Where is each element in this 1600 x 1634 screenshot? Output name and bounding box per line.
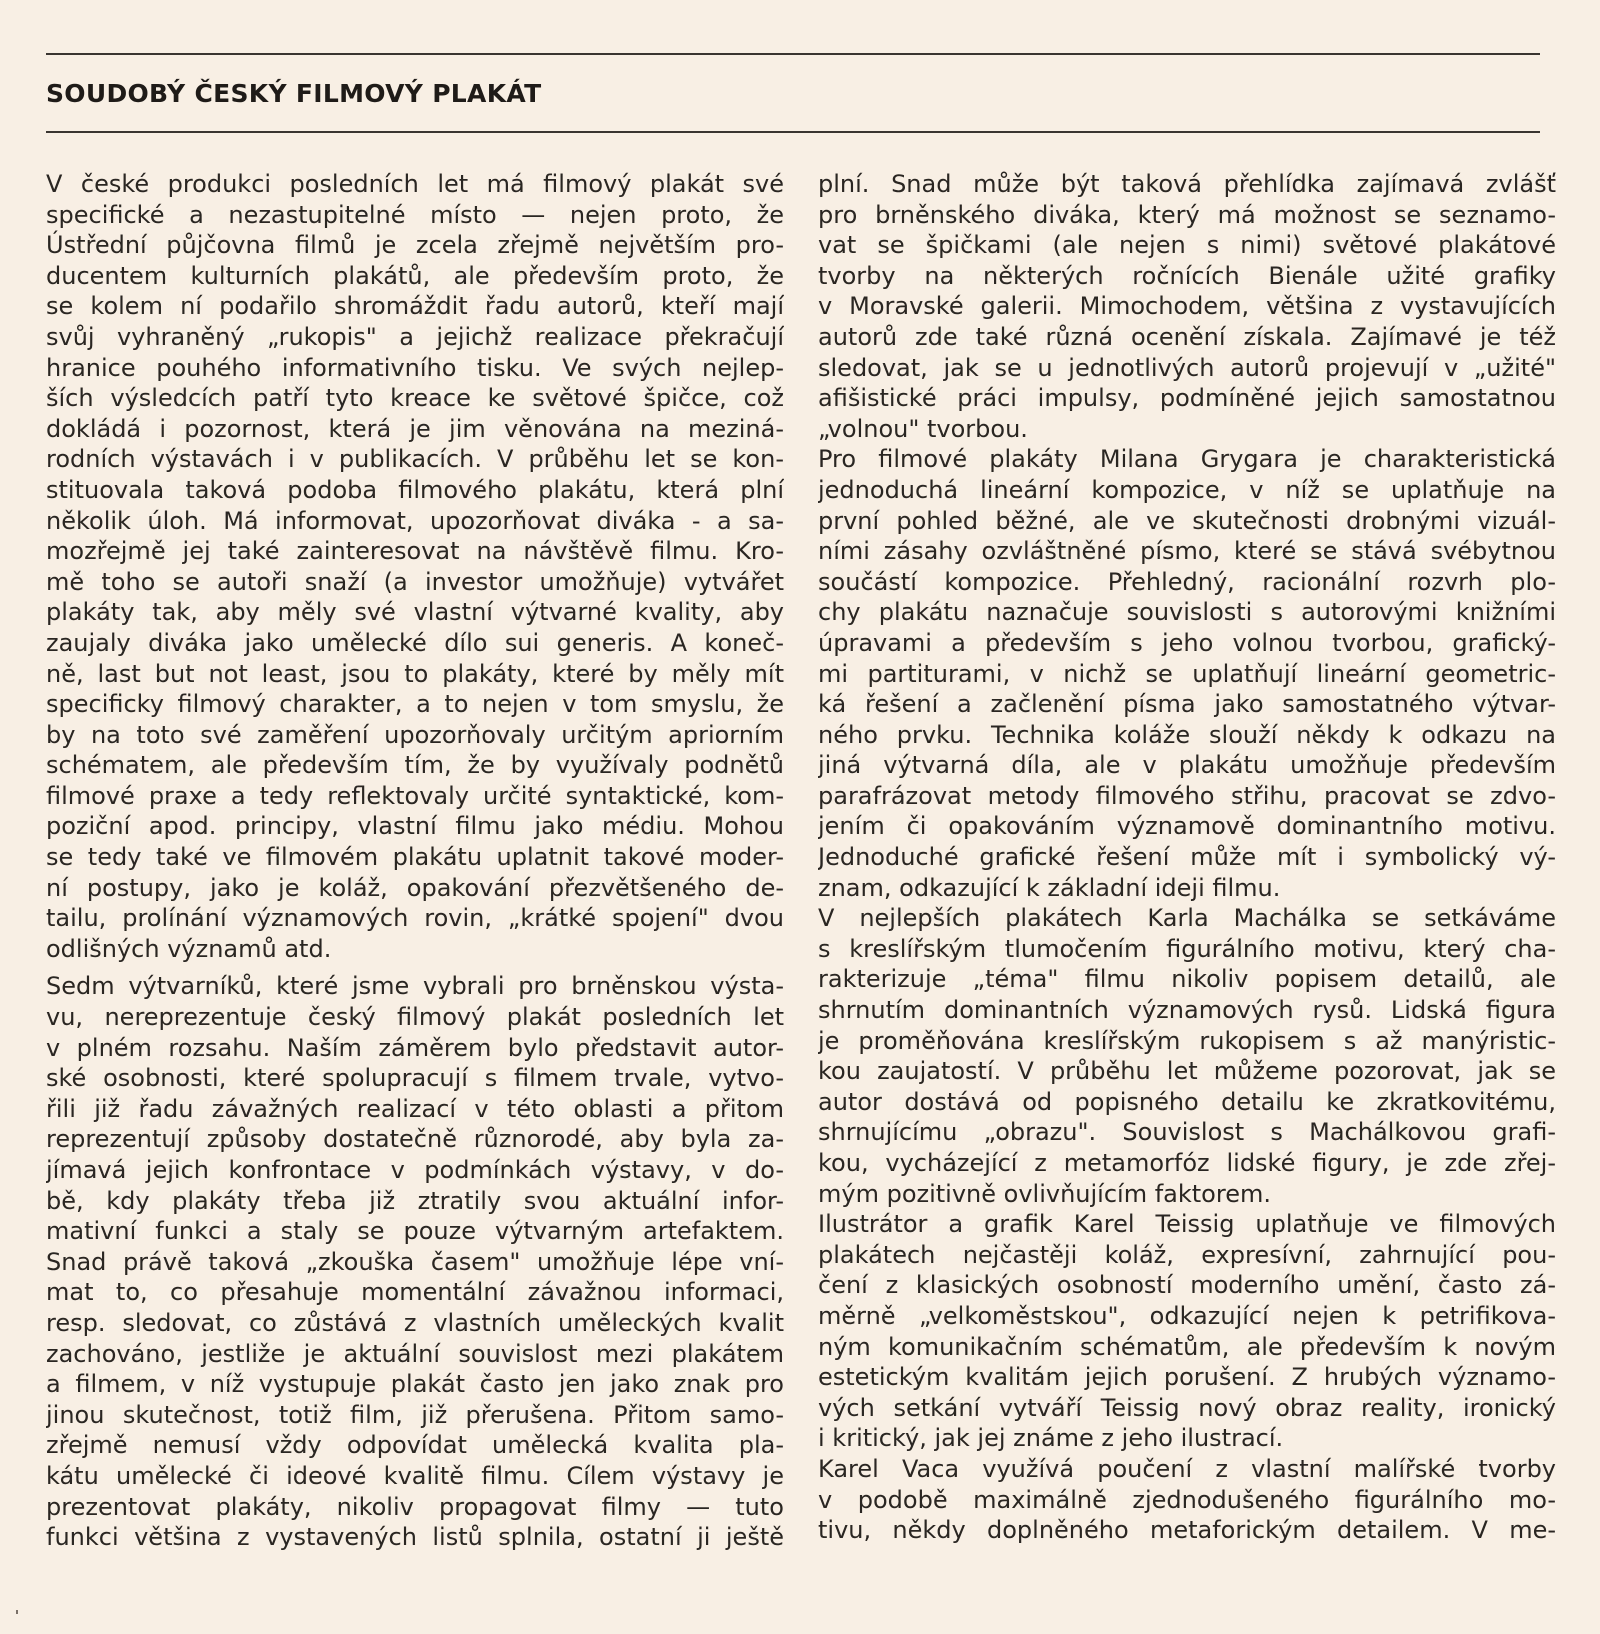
text-line: vu, nereprezentuje český filmový plakát posledních let	[46, 1003, 784, 1032]
text-line: jímavá jejich konfrontace v podmínkách výstavy, v do-	[46, 1156, 784, 1184]
text-line: specificky filmový charakter, a to nejen v tom smyslu, že	[46, 690, 784, 719]
text-line: autor dostává od popisného detailu ke zkratkovitému,	[818, 1087, 1556, 1116]
text-line: plní. Snad může být taková přehlídka zajímavá zvlášť	[818, 170, 1556, 198]
text-line: v podobě maximálně zjednodušeného figurálního mo-	[818, 1485, 1556, 1514]
text-line: ších výsledcích patří tyto kreace ke světové špičce, což	[46, 384, 784, 413]
text-line: s kreslířským tlumočením figurálního motivu, který cha-	[818, 934, 1556, 963]
text-line: úpravami a především s jeho volnou tvorbou, grafický-	[818, 628, 1556, 657]
text-line: shrnutím dominantních významových rysů. Lidská figura	[818, 996, 1556, 1025]
text-line: mozřejmě jej také zainteresovat na návštěvě filmu. Kro-	[46, 537, 784, 566]
text-line: parafrázovat metody filmového střihu, pracovat se zdvo-	[818, 781, 1556, 810]
text-line: resp. sledovat, co zůstává z vlastních uměleckých kvalit	[46, 1308, 784, 1337]
text-line: mat to, co přesahuje momentální závažnou informaci,	[46, 1278, 784, 1307]
text-line: Karel Vaca využívá poučení z vlastní malířské tvorby	[818, 1454, 1556, 1483]
text-line: svůj vyhraněný „rukopis" a jejichž realizace překračují	[46, 322, 784, 351]
text-line: rakterizuje „téma" filmu nikoliv popisem detailů, ale	[818, 965, 1556, 994]
text-line: první pohled běžné, ale ve skutečnosti drobnými vizuál-	[818, 506, 1556, 535]
text-line: tivu, někdy doplněného metaforickým detailem. V me-	[818, 1516, 1556, 1545]
text-line: vých setkání vytváří Teissig nový obraz reality, ironický	[818, 1393, 1556, 1422]
page-mark	[16, 1610, 18, 1614]
text-line: dokládá i pozornost, která je jim věnována na meziná-	[46, 414, 784, 443]
text-line: mým pozitivně ovlivňujícím faktorem.	[818, 1179, 1271, 1208]
text-line: shrnujícímu „obrazu". Souvislost s Machálkovou grafi-	[818, 1118, 1556, 1147]
paragraph	[46, 971, 784, 1552]
text-line: zachováno, jestliže je aktuální souvislost mezi plakátem	[46, 1339, 784, 1368]
text-line: v Moravské galerii. Mimochodem, většina z vystavujících	[818, 292, 1556, 321]
text-line: Pro filmové plakáty Milana Grygara je charakteristická	[818, 445, 1556, 474]
text-line: jinou skutečnost, totiž film, již přerušena. Přitom samo-	[46, 1400, 784, 1429]
text-line: Jednoduché grafické řešení může mít i symbolický vý-	[818, 843, 1556, 872]
text-line: kou, vycházející z metamorfóz lidské figury, je zde zřej-	[818, 1149, 1556, 1177]
text-line: tvorby na některých ročnících Bienále užité grafiky	[818, 261, 1556, 290]
text-line: jením či opakováním významově dominantního motivu.	[818, 812, 1556, 841]
text-line: plakátech nejčastěji koláž, expresívní, zahrnující pou-	[818, 1240, 1556, 1269]
text-line: Ilustrátor a grafik Karel Teissig uplatňuje ve filmových	[818, 1210, 1556, 1239]
text-line: v plném rozsahu. Naším záměrem bylo představit autor-	[46, 1033, 784, 1062]
left-column	[46, 169, 784, 1553]
text-line: chy plakátu naznačuje souvislosti s autorovými knižními	[818, 598, 1556, 627]
text-line: plakáty tak, aby měly své vlastní výtvarné kvality, aby	[46, 598, 784, 627]
text-line: čení z klasických osobností moderního umění, často zá-	[818, 1271, 1556, 1300]
text-line: hranice pouhého informativního tisku. Ve svých nejlep-	[46, 353, 784, 382]
text-line: mativní funkci a staly se pouze výtvarným artefaktem.	[46, 1217, 784, 1246]
text-line: ní postupy, jako je koláž, opakování přezvětšeného de-	[46, 873, 784, 902]
text-line: Sedm výtvarníků, které jsme vybrali pro brněnskou výsta-	[46, 972, 784, 1001]
text-line: vat se špičkami (ale nejen s nimi) světové plakátové	[818, 231, 1556, 260]
text-line: a filmem, v níž vystupuje plakát často jen jako znak pro	[46, 1370, 784, 1399]
text-line: V české produkci posledních let má filmový plakát své	[46, 170, 784, 198]
text-line: se kolem ní podařilo shromáždit řadu autorů, kteří mají	[46, 292, 784, 321]
text-line: odlišných významů atd.	[46, 934, 332, 963]
text-line: znam, odkazující k základní ideji filmu.	[818, 873, 1281, 902]
text-line: prezentovat plakáty, nikoliv propagovat filmy — tuto	[46, 1492, 784, 1521]
bottom-rule	[46, 131, 1540, 133]
text-line: sledovat, jak se u jednotlivých autorů projevují v „užité"	[818, 353, 1556, 382]
text-line: zaujaly diváka jako umělecké dílo sui generis. A koneč-	[46, 628, 784, 657]
text-line: řili již řadu závažných realizací v této oblasti a přitom	[46, 1094, 784, 1123]
text-line: specifické a nezastupitelné místo — nejen proto, že	[46, 200, 784, 229]
text-line: zřejmě nemusí vždy odpovídat umělecká kvalita pla-	[46, 1431, 784, 1460]
text-line: ně, last but not least, jsou to plakáty, které by měly mít	[46, 659, 784, 688]
text-line: mi partiturami, v nichž se uplatňují lineární geometric-	[818, 659, 1556, 688]
text-line: estetickým kvalitám jejich porušení. Z hrubých významo-	[818, 1363, 1556, 1392]
text-line: filmové praxe a tedy reflektovaly určité syntaktické, kom-	[46, 781, 784, 810]
paragraph	[818, 1454, 1556, 1546]
text-line: funkci většina z vystavených listů splnila, ostatní ji ještě	[46, 1523, 784, 1552]
paragraph	[818, 444, 1556, 903]
text-line: V nejlepších plakátech Karla Machálka se setkáváme	[818, 904, 1556, 933]
text-line: součástí kompozice. Přehledný, racionální rozvrh plo-	[818, 567, 1556, 596]
paragraph	[818, 169, 1556, 444]
text-line: autorů zde také různá ocenění získala. Zajímavé je též	[818, 322, 1556, 351]
text-line: bě, kdy plakáty třeba již ztratily svou aktuální infor-	[46, 1186, 784, 1215]
text-line: afišistické práci impulsy, podmíněné jejich samostatnou	[818, 384, 1556, 413]
text-line: je proměňována kreslířským rukopisem s až manýristic-	[818, 1026, 1556, 1055]
text-line: schématem, ale především tím, že by využívaly podnětů	[46, 751, 784, 780]
text-line: ného prvku. Technika koláže slouží někdy k odkazu na	[818, 720, 1556, 749]
text-line: ným komunikačním schématům, ale především k novým	[818, 1332, 1556, 1361]
text-line: Ústřední půjčovna filmů je zcela zřejmě největším pro-	[46, 231, 784, 260]
text-line: poziční apod. principy, vlastní filmu jako médiu. Mohou	[46, 812, 784, 841]
text-line: by na toto své zaměření upozorňovaly určitým apriorním	[46, 720, 784, 749]
text-line: mě toho se autoři snaží (a investor umožňuje) vytvářet	[46, 567, 784, 596]
text-line: Snad právě taková „zkouška časem" umožňuje lépe vní-	[46, 1247, 784, 1276]
text-line: reprezentují způsoby dostatečně různorodé, aby byla za-	[46, 1125, 784, 1154]
text-line: ními zásahy ozvláštněné písmo, které se stává svébytnou	[818, 537, 1556, 566]
text-line: jednoduchá lineární kompozice, v níž se uplatňuje na	[818, 475, 1556, 504]
text-line: i kritický, jak jej známe z jeho ilustrací.	[818, 1424, 1284, 1453]
right-column	[818, 169, 1556, 1546]
page-title: SOUDOBÝ ČESKÝ FILMOVÝ PLAKÁT	[46, 79, 542, 108]
text-line: několik úloh. Má informovat, upozorňovat diváka - a sa-	[46, 506, 784, 535]
text-line: stituovala taková podoba filmového plakátu, která plní	[46, 475, 784, 504]
text-line: měrně „velkoměstskou", odkazující nejen k petrifikova-	[818, 1301, 1556, 1330]
paragraph	[818, 1209, 1556, 1454]
text-line: rodních výstavách i v publikacích. V průběhu let se kon-	[46, 445, 784, 474]
paragraph	[46, 169, 784, 964]
text-line: ká řešení a začlenění písma jako samostatného výtvar-	[818, 690, 1556, 719]
text-line: jiná výtvarná díla, ale v plakátu umožňuje především	[818, 751, 1556, 780]
text-line: se tedy také ve filmovém plakátu uplatnit takové moder-	[46, 843, 784, 872]
paragraph	[818, 903, 1556, 1209]
text-line: pro brněnského diváka, který má možnost se seznamo-	[818, 200, 1556, 229]
text-line: „volnou" tvorbou.	[818, 414, 1028, 443]
text-line: kátu umělecké či ideové kvalitě filmu. Cílem výstavy je	[46, 1461, 784, 1490]
paragraph-gap	[46, 964, 784, 971]
text-line: ské osobnosti, které spolupracují s filmem trvale, vytvo-	[46, 1064, 784, 1093]
text-line: tailu, prolínání významových rovin, „krátké spojení" dvou	[46, 904, 784, 933]
top-rule	[46, 53, 1540, 55]
text-line: kou zaujatostí. V průběhu let můžeme pozorovat, jak se	[818, 1057, 1556, 1086]
text-line: ducentem kulturních plakátů, ale především proto, že	[46, 261, 784, 290]
